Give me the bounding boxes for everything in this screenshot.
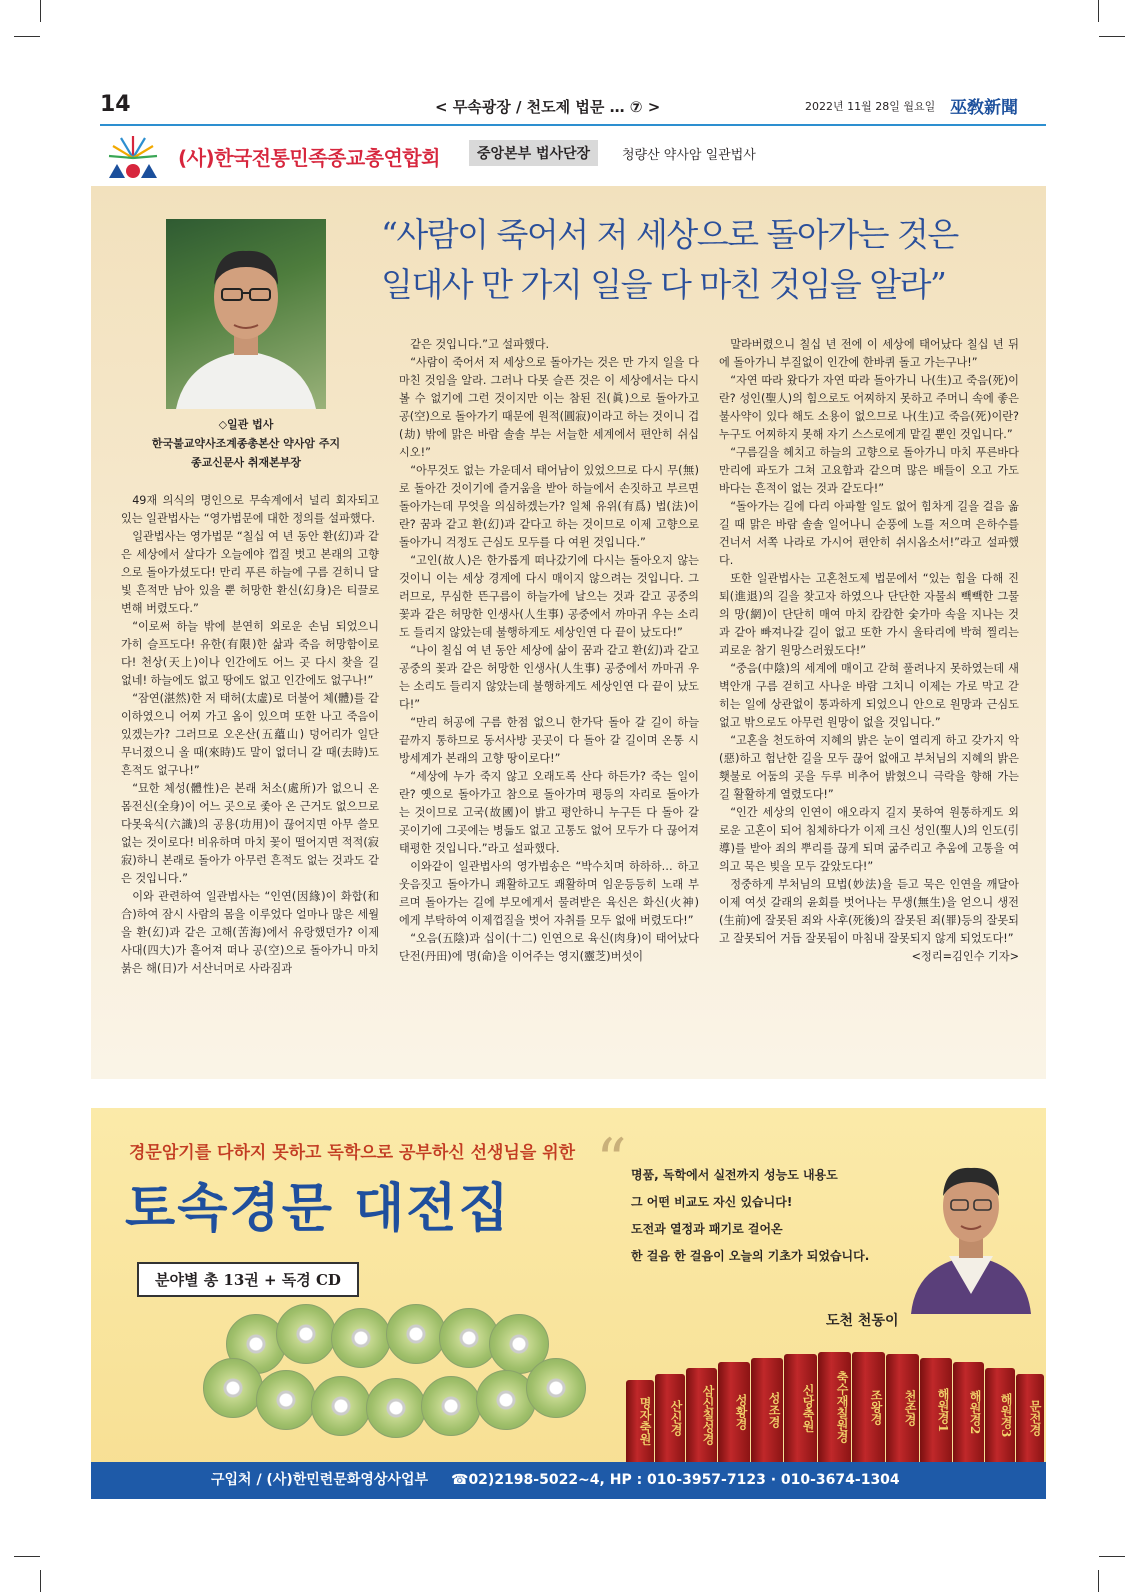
- cd-disc-icon: [331, 1308, 391, 1368]
- organization-bar: [100, 130, 1046, 182]
- book-spine: 산신경: [655, 1374, 685, 1462]
- ad-copy: [631, 1162, 869, 1270]
- cd-disc-icon: [276, 1304, 336, 1364]
- crop-mark: [40, 1570, 41, 1592]
- newspaper-logo: 巫敎新聞: [950, 98, 1018, 118]
- article-column-2: [399, 336, 699, 966]
- section-title: < 무속광장 / 천도제 법문 … ⑦ >: [435, 98, 661, 116]
- book-spine: 성황경: [718, 1362, 750, 1462]
- quote-mark-icon: “: [596, 1126, 627, 1196]
- ad-copy-line: 그 어떤 비교도 자신 있습니다!: [631, 1195, 793, 1209]
- author-photo: [166, 219, 326, 409]
- page-header: [100, 92, 1046, 126]
- cd-disc-icon: [256, 1370, 316, 1430]
- paragraph: “사람이 죽어서 저 세상으로 돌아가는 것은 만 가지 일을 다 마친 것임을 알라. 그러나 다못 슬픈 것은 이 세상에서는 다시 볼 수 없기에 그런 것이지만 이는 참된 진(眞)으로 돌아가고 공(空)으로 돌아가기 때문에 원적(圓寂)이라고 하는 것이니 겁(劫) 밖에 맑은 바람 솔솔 부는 서늘한 세계에서 편안히 쉬십시오!”: [399, 356, 699, 459]
- cd-disc-icon: [421, 1376, 481, 1436]
- paragraph: 정중하게 부처님의 묘법(妙法)을 듣고 묵은 인연을 깨달아 이제 여섯 갈래의 윤회를 벗어나는 무생(無生)을 얻으니 생전(生前)에 잘못된 죄와 사후(死後)의 잘못된 죄(罪)등의 잘못되고 잘못되어 거듭 잘못됨이 마침내 잘못되지 않게 되었도다!”: [719, 878, 1019, 945]
- contact-info: ☎02)2198-5022~4, HP : 010-3957-7123 · 010-3674-1304: [451, 1472, 900, 1488]
- org-name: (사)한국전통민족종교총연합회: [178, 146, 440, 170]
- headline-line: 일대사 만 가지 일을 다 마친 것임을 알라”: [381, 265, 946, 304]
- page-number: 14: [100, 92, 131, 117]
- crop-mark: [1099, 36, 1125, 37]
- paragraph: “만리 허공에 구름 한점 없으니 한가닥 돌아 갈 길이 하늘 끝까지 통하므로 동서사방 곳곳이 다 돌아 갈 길이며 온통 시방세계가 본래의 고향 땅이로다!”: [399, 716, 699, 765]
- book-spine: 해원경1: [920, 1358, 952, 1462]
- paragraph: 일관법사는 영가법문 “칠십 여 년 동안 환(幻)과 같은 세상에서 살다가 오늘에야 껍질 벗고 본래의 고향으로 돌아가셨도다! 만리 푸른 하늘에 구름 걷히니 달빛 흔적만 남아 있을 뿐 허망한 환신(幻身)은 티끌로 변해 버렸도다.”: [121, 530, 379, 615]
- teacher-photo: [901, 1144, 1041, 1314]
- cd-disc-icon: [203, 1358, 263, 1418]
- cd-disc-icon: [526, 1358, 586, 1418]
- ad-tagline: 경문암기를 다하지 못하고 독학으로 공부하신 선생님을 위한: [129, 1143, 576, 1163]
- paragraph: “세상에 누가 죽지 않고 오래도록 산다 하든가? 죽는 일이란? 옛으로 돌아가고 참으로 돌아가며 평등의 자리로 돌아가는 것이므로 고국(故國)이 밝고 평안하니 누구든 다 돌아 갈 곳이기에 그곳에는 병듦도 없고 고통도 없어 모두가 다 끊어져 태평한 것입니다.”라고 설파했다.: [399, 770, 699, 855]
- paragraph: “고인(故人)은 한가롭게 떠나갔기에 다시는 돌아오지 않는 것이니 이는 세상 경계에 다시 매이지 않으려는 것입니다. 그러므로, 무심한 뜬구름이 하늘가에 날으는 것과 같고 공중의 꽃과 같은 허망한 인생사(人生事) 공중에서 까마귀 우는 소리도 들리지 않았는데 불행하게도 세상인연 다 끝이 났도다!”: [399, 554, 699, 639]
- paragraph: “중음(中陰)의 세계에 매이고 갇혀 풀려나지 못하였는데 새벽안개 구름 걷히고 사나운 바람 그치니 이제는 가로 막고 갇히는 일에 상관없이 통과하게 되었으니 안으로 원망과 근심도 없고 밖으로도 아무런 원망이 없을 것입니다.”: [719, 662, 1019, 729]
- paragraph: “인간 세상의 인연이 애오라지 길지 못하여 원통하게도 외로운 고혼이 되어 침체하다가 이제 크신 성인(聖人)의 인도(引導)를 받아 죄의 뿌리를 끊게 되며 굶주리고 추움에 고통을 여의고 묵은 빚을 모두 갚았도다!”: [719, 806, 1019, 873]
- advertisement: [91, 1108, 1046, 1499]
- reporter-credit: <정리=김인수 기자>: [911, 950, 1019, 963]
- paragraph: “자연 따라 왔다가 자연 따라 돌아가니 나(生)고 죽음(死)이란? 성인(聖人)의 힘으로도 어찌하지 못하고 주머니 속에 좋은 불사약이 있다 해도 소용이 없으므로 나(生)고 죽음(死)이란? 누구도 어찌하지 못해 자기 스스로에게 맡길 뿐인 것입니다.”: [719, 374, 1019, 441]
- article-column-1: [121, 492, 379, 978]
- paragraph: 이와같이 일관법사의 영가법송은 “박수치며 하하하… 하고 웃음짓고 돌아가니 쾌활하고도 쾌활하며 임운등등히 노래 부르며 돌아가는 길에 부모에게서 물려받은 육신은 화신(火神)에게 부탁하여 이제껍질을 벗어 자취를 모두 없애 버렸도다!”: [399, 860, 699, 927]
- ad-copy-line: 명품, 독학에서 실전까지 성능도 내용도: [631, 1168, 838, 1182]
- cd-disc-icon: [366, 1378, 426, 1438]
- paragraph: “돌아가는 길에 다리 아파할 일도 없어 힘차게 길을 걸음 옮길 때 맑은 바람 솔솔 일어나니 순풍에 노를 저으며 은하수를 건너서 서쪽 나라로 가시어 편안히 쉬시옵소서!”라고 설파했다.: [719, 500, 1019, 567]
- ad-footer: [91, 1462, 1046, 1499]
- ad-title: 토속경문 대전집: [125, 1178, 511, 1239]
- dept-badge: 중앙본부 법사단장: [469, 140, 598, 166]
- paragraph: “고혼을 천도하여 지혜의 밝은 눈이 열리게 하고 갖가지 악(惡)하고 험난한 길을 모두 끊어 없애고 부처님의 지혜의 밝은 횃불로 어둠의 곳을 두루 비추어 밝혔으니 극락을 향해 가는 길 활활하게 열렸도다!”: [719, 734, 1019, 801]
- crop-mark: [14, 36, 40, 37]
- paragraph: “묘한 체성(體性)은 본래 처소(處所)가 없으니 온몸전신(全身)이 어느 곳으로 좇아 온 근거도 없으므로 다못육식(六識)의 공용(功用)이 끊어지면 아무 쓸모없는 것이로다! 비유하며 마치 꽃이 떨어지면 적적(寂寂)하니 본래로 돌아가 아무런 흔적도 없는 것과도 같은 것입니다.”: [121, 782, 379, 885]
- paragraph: “이로써 하늘 밖에 분연히 외로운 손님 되었으니 가히 슬프도다! 유한(有限)한 삶과 죽음 허망함이로다! 천상(天上)이나 인간에도 어느 곳 다시 찾을 길 없네! 하늘에도 없고 땅에도 없고 인간에도 없구나!”: [121, 620, 379, 687]
- contact-label: 구입처 / (사)한민련문화영상사업부: [211, 1472, 428, 1488]
- paragraph: “오음(五陰)과 십이(十二) 인연으로 육신(肉身)이 태어났다 단전(丹田)에 명(命)을 이어주는 영지(靈芝)버섯이: [399, 932, 699, 963]
- book-spine: 신당축원: [784, 1354, 817, 1462]
- book-spine: 해원경2: [953, 1362, 984, 1462]
- photo-caption-name: ◇일관 법사: [218, 418, 274, 431]
- crop-mark: [14, 1556, 40, 1557]
- issue-date: 2022년 11월 28일 월요일: [805, 100, 936, 113]
- paragraph: 말라버렸으니 칠십 년 전에 이 세상에 태어났다 칠십 년 뒤에 돌아가니 부질없이 인간에 한바퀴 돌고 가는구나!”: [719, 338, 1019, 369]
- crop-mark: [1098, 0, 1099, 22]
- book-spine: 천존경: [886, 1354, 919, 1462]
- author-line: 청량산 약사암 일관법사: [622, 148, 756, 163]
- cd-disc-icon: [386, 1304, 446, 1364]
- book-spine: 조왕경: [852, 1352, 885, 1462]
- headline-line: “사람이 죽어서 저 세상으로 돌아가는 것은: [381, 215, 958, 254]
- book-spine: 문전경: [1016, 1374, 1044, 1462]
- book-spine: 삼신칠성경: [686, 1368, 717, 1462]
- paragraph: 같은 것입니다.”고 설파했다.: [410, 338, 550, 351]
- photo-caption-title: 종교신문사 취재본부장: [190, 456, 302, 469]
- crop-mark: [1098, 1570, 1099, 1592]
- ad-volumes-box: 분야별 총 13권 + 독경 CD: [137, 1262, 359, 1297]
- teacher-name: 도천 천동이: [826, 1313, 899, 1329]
- ad-copy-line: 도전과 열정과 패기로 걸어온: [631, 1222, 783, 1236]
- cd-disc-icon: [311, 1376, 371, 1436]
- article-column-3: [719, 336, 1019, 966]
- crop-mark: [40, 0, 41, 22]
- org-logo-icon: [105, 132, 161, 180]
- book-spine: 성조경: [751, 1358, 783, 1462]
- paragraph: 49재 의식의 명인으로 무속계에서 널리 회자되고 있는 일관법사는 “영가법문에 대한 정의를 설파했다.: [121, 494, 379, 525]
- paragraph: “잠연(湛然)한 저 태허(太虛)로 더불어 체(體)를 같이하였으니 어찌 가고 옴이 있으며 또한 나고 죽음이 있겠는가? 그러므로 오온산(五蘊山) 덩어리가 일단 무너졌으니 올 때(來時)도 말이 없더니 갈 때(去時)도 흔적도 없구나!”: [121, 692, 379, 777]
- crop-mark: [1099, 1556, 1125, 1557]
- paragraph: “나이 칠십 여 년 동안 세상에 삶이 꿈과 같고 환(幻)과 같고 공중의 꽃과 같은 허망한 인생사(人生事) 공중에서 까마귀 우는 소리도 들리지 않았는데 불행하게도 세상인연 다 끝이 났도다!”: [399, 644, 699, 711]
- photo-caption-title: 한국불교약사조계종총본산 약사암 주지: [151, 437, 341, 450]
- article: [91, 186, 1046, 1079]
- portrait-illustration: [166, 219, 326, 409]
- book-spine: 해원경3: [985, 1368, 1015, 1462]
- headline: [381, 210, 1011, 310]
- paragraph: 이와 관련하여 일관법사는 “인연(因緣)이 화합(和合)하여 잠시 사람의 몸을 이루었다 얼마나 많은 세월을 환(幻)과 같은 고해(苦海)에서 유랑했던가? 이제 사대(四大)가 흩어져 떠나 공(空)으로 돌아가니 마치 붉은 해(日)가 서산너머로 사라짐과: [121, 890, 379, 975]
- book-spine: 명자축원: [626, 1380, 654, 1462]
- paragraph: “아무것도 없는 가운데서 태어남이 있었으므로 다시 무(無)로 돌아간 것이기에 즐거움을 받아 하늘에서 손짓하고 부르면 돌아가는데 무엇을 의심하겠는가? 일체 유위(有爲) 법(法)이란? 꿈과 같고 환(幻)과 같다고 하는 것이므로 이제 고향으로 돌아가니 걱정도 근심도 모두를 다 여윈 것입니다.”: [399, 464, 699, 549]
- paragraph: “구름길을 헤치고 하늘의 고향으로 돌아가니 마치 푸른바다 만리에 파도가 그쳐 고요함과 같으며 많은 배들이 오고 가도 바다는 흔적이 없는 것과 같도다!”: [719, 446, 1019, 495]
- book-spine: 축수재칠원경: [818, 1352, 851, 1462]
- ad-copy-line: 한 걸음 한 걸음이 오늘의 기초가 되었습니다.: [631, 1249, 870, 1263]
- paragraph: 또한 일관법사는 고혼천도제 법문에서 “있는 힘을 다해 진퇴(進退)의 길을 찾고자 하였으나 단단한 자물쇠 빽빽한 그물의 망(網)이 단단히 매여 마치 캄캄한 숯가마 속을 지나는 것과 같아 빠져나갈 길이 없고 또한 가시 울타리에 박혀 찔리는 괴로운 참기 원망스러웠도다!”: [719, 572, 1019, 657]
